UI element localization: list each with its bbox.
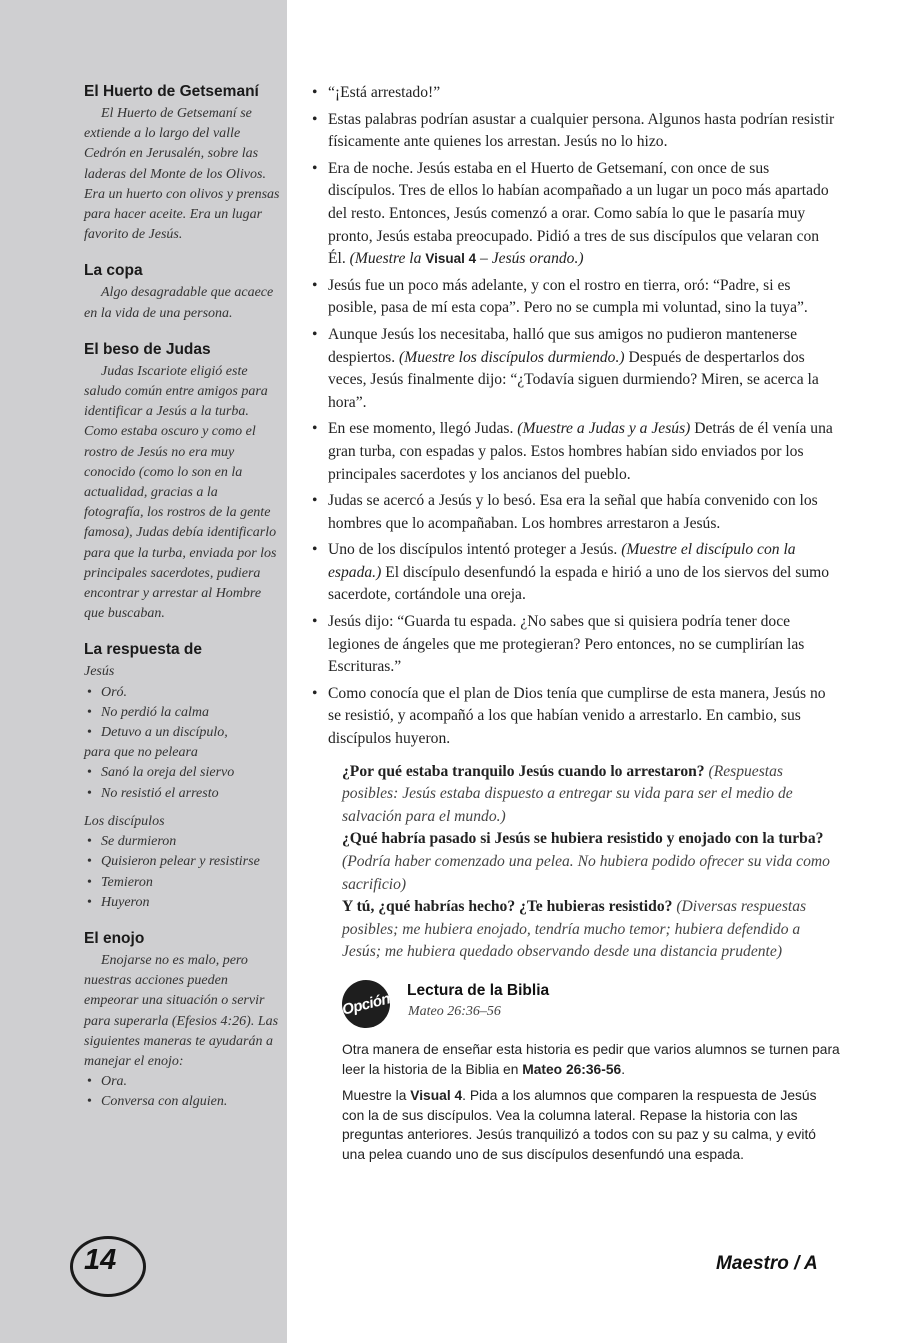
list-item: • Quisieron pelear y resistirse — [84, 852, 280, 872]
list-item: • Se durmieron — [84, 832, 280, 852]
teacher-note: (Muestre los discípulos durmiendo.) — [399, 348, 625, 366]
option-paragraph-1 — [342, 1040, 840, 1079]
option-text: . Pida a los alumnos que comparen la respuesta de Jesús con la de sus discípulos. Vea la columna lateral. Repase la historia con las preguntas anteriores. Jesús tranquilizó a todos con su paz y su calma, y evitó una pelea cuando uno de sus discípulos desenfundó una espada. — [342, 1088, 817, 1162]
option-text: . — [621, 1061, 626, 1077]
list-item: • Detuvo a un discípulo, — [84, 723, 280, 743]
option-box — [342, 978, 840, 1030]
sidebar-label-jesus: Jesús — [84, 664, 115, 680]
visual-reference: Visual 4 — [410, 1088, 463, 1104]
sidebar-text-copa: Algo desagradable que acaece en la vida de una persona. — [84, 285, 274, 321]
question-text: Y tú, ¿qué habrías hecho? ¿Te hubieras resistido? — [342, 898, 673, 916]
sidebar-heading-huerto: El Huerto de Getsemaní — [84, 83, 259, 100]
answer-text: (Podría haber comenzado una pelea. No hubiera podido ofrecer su vida como sacrificio) — [342, 853, 830, 893]
bible-reference: Mateo 26:36-56 — [522, 1061, 622, 1077]
story-text: Como conocía que el plan de Dios tenía que cumplirse de esta manera, Jesús no se resistió, y acompañó a los que habían venido a arrestarlo. En cambio, sus discípulos huyeron. — [328, 684, 826, 748]
sidebar-heading-copa: La copa — [84, 262, 143, 280]
option-badge-label: Opción — [340, 989, 392, 1019]
option-paragraph-2 — [342, 1086, 840, 1164]
question-3 — [342, 896, 840, 964]
sidebar-section-huerto — [84, 82, 280, 245]
teacher-note: (Muestre la — [349, 250, 422, 268]
sidebar-content — [84, 82, 280, 1129]
story-text: Uno de los discípulos intentó proteger a Jesús. — [328, 541, 618, 559]
sidebar-section-beso — [84, 340, 280, 625]
list-item: • No resistió el arresto — [84, 784, 280, 804]
story-text: Después de despertarlos dos veces, Jesús finalmente dijo: “¿Todavía siguen durmiendo? Miren, se acerca la hora”. — [328, 348, 819, 411]
story-text: Estas palabras podrían asustar a cualquier persona. Algunos hasta podrían resistir físicamente ante quienes los arrestan. Jesús no lo hizo. — [328, 110, 835, 151]
discussion-questions — [342, 761, 840, 964]
list-item: • Conversa con alguien. — [84, 1092, 280, 1112]
story-text: El discípulo desenfundó la espada e hirió a uno de los siervos del sumo sacerdote, cortándole una oreja. — [328, 563, 830, 604]
story-text: Aunque Jesús los necesitaba, halló que sus amigos no pudieron mantenerse despiertos. — [328, 325, 798, 366]
page-number: 14 — [84, 1244, 117, 1276]
story-text: Jesús fue un poco más adelante, y con el rostro en tierra, oró: “Padre, si es posible, pasa de mí esta copa”. Pero no se cumpla mi voluntad, sino la tuya”. — [328, 276, 808, 317]
sidebar-heading-beso: El beso de Judas — [84, 340, 211, 358]
option-badge-icon — [337, 975, 395, 1033]
question-text: ¿Por qué estaba tranquilo Jesús cuando lo arrestaron? — [342, 762, 705, 780]
list-item: • No perdió la calma — [84, 703, 280, 723]
list-item: para que no peleara — [84, 745, 198, 761]
sidebar-section-copa — [84, 261, 280, 323]
answer-text: (Respuestas posibles: Jesús estaba dispuesto a entregar su vida para ser el medio de salvación para el mundo.) — [342, 762, 793, 825]
list-item: • Temieron — [84, 873, 280, 893]
story-item — [312, 275, 840, 320]
main-column — [312, 82, 840, 1165]
teacher-note: (Muestre a Judas y a Jesús) — [517, 420, 691, 438]
teacher-note: – Jesús orando.) — [480, 250, 584, 268]
option-title: Lectura de la Biblia — [407, 981, 550, 999]
option-reference: Mateo 26:36–56 — [408, 1003, 501, 1019]
teacher-note: (Muestre el discípulo con la espada.) — [328, 541, 796, 581]
story-item — [312, 539, 840, 607]
story-item — [312, 158, 840, 271]
list-item: • Ora. — [84, 1072, 280, 1092]
option-text: Muestre la — [342, 1088, 407, 1104]
list-item: • Huyeron — [84, 893, 280, 913]
visual-reference: Visual 4 — [425, 251, 477, 267]
sidebar-section-enojo — [84, 929, 280, 1113]
sidebar-list-discipulos — [84, 832, 280, 913]
sidebar-panel — [0, 0, 287, 1343]
sidebar-text-enojo: Enojarse no es malo, pero nuestras acciones pueden empeorar una situación o servir para superarla (Efesios 4:26). Las siguientes maneras te ayudarán a manejar el enojo: — [84, 952, 279, 1069]
sidebar-label-discipulos: Los discípulos — [84, 813, 165, 829]
sidebar-list-enojo — [84, 1072, 280, 1112]
story-text: Detrás de él venía una gran turba, con espadas y palos. Estos hombres habían sido enviados por los principales sacerdotes y los ancianos del pueblo. — [328, 420, 833, 483]
story-list — [312, 82, 840, 751]
story-text: Judas se acercó a Jesús y lo besó. Esa era la señal que había convenido con los hombres que lo acompañaban. Los hombres arrestaron a Jesús. — [328, 492, 818, 532]
story-text: En ese momento, llegó Judas. — [328, 420, 514, 438]
story-item — [312, 683, 840, 751]
story-item — [312, 109, 840, 154]
sidebar-heading-enojo: El enojo — [84, 929, 145, 947]
footer-label: Maestro / A — [716, 1253, 818, 1274]
list-item: • Oró. — [84, 683, 280, 703]
story-text: Jesús dijo: “Guarda tu espada. ¿No sabes que si quisiera podría tener doce legiones de ángeles que me protegieran? Pero entonces, no se cumplirían las Escrituras.” — [328, 613, 805, 676]
question-2 — [342, 828, 840, 896]
story-item — [312, 418, 840, 486]
sidebar-list-jesus — [84, 683, 280, 804]
story-item — [312, 82, 840, 105]
sidebar-text-beso: Judas Iscariote eligió este saludo común entre amigos para identificar a Jesús a la turba. Como estaba oscuro y como el rostro de Jesús no era muy conocido (como lo son en la actualidad, gracias a la fotografía, los rostros de la gente famosa), Judas debía identificarlo para que la turba, enviada por los principales sacerdotes, pudiera encontrar y arrestar al Hombre que buscaban. — [84, 363, 277, 622]
question-text: ¿Qué habría pasado si Jesús se hubiera resistido y enojado con la turba? — [342, 830, 824, 848]
answer-text: (Diversas respuestas posibles; me hubiera enojado, tendría mucho temor; hubiera defendido a Jesús; me hubiera quedado observando desde una distancia prudente) — [342, 898, 807, 961]
question-1 — [342, 761, 840, 829]
story-item — [312, 324, 840, 414]
story-item — [312, 611, 840, 679]
sidebar-heading-respuesta: La respuesta de — [84, 641, 203, 659]
story-text: “¡Está arrestado!” — [328, 84, 441, 101]
list-item: • Sanó la oreja del siervo — [84, 763, 280, 783]
story-item — [312, 490, 840, 535]
story-text: Era de noche. Jesús estaba en el Huerto de Getsemaní, con once de sus discípulos. Tres de ellos lo habían acompañado a un lugar un poco más apartado del resto. Entonces, Jesús comenzó a orar. Como sabía lo que le pasaría muy pronto, Jesús estaba preocupado. Pidió a tres de sus discípulos que velaran con Él. — [328, 159, 829, 268]
sidebar-section-respuesta — [84, 640, 280, 912]
sidebar-text-huerto: El Huerto de Getsemaní se extiende a lo largo del valle Cedrón en Jerusalén, sobre las laderas del Monte de los Olivos. Era un huerto con olivos y prensas para hacer aceite. Era un lugar favorito de Jesús. — [84, 106, 280, 243]
option-text: Otra manera de enseñar esta historia es pedir que varios alumnos se turnen para leer la historia de la Biblia en — [342, 1041, 840, 1077]
